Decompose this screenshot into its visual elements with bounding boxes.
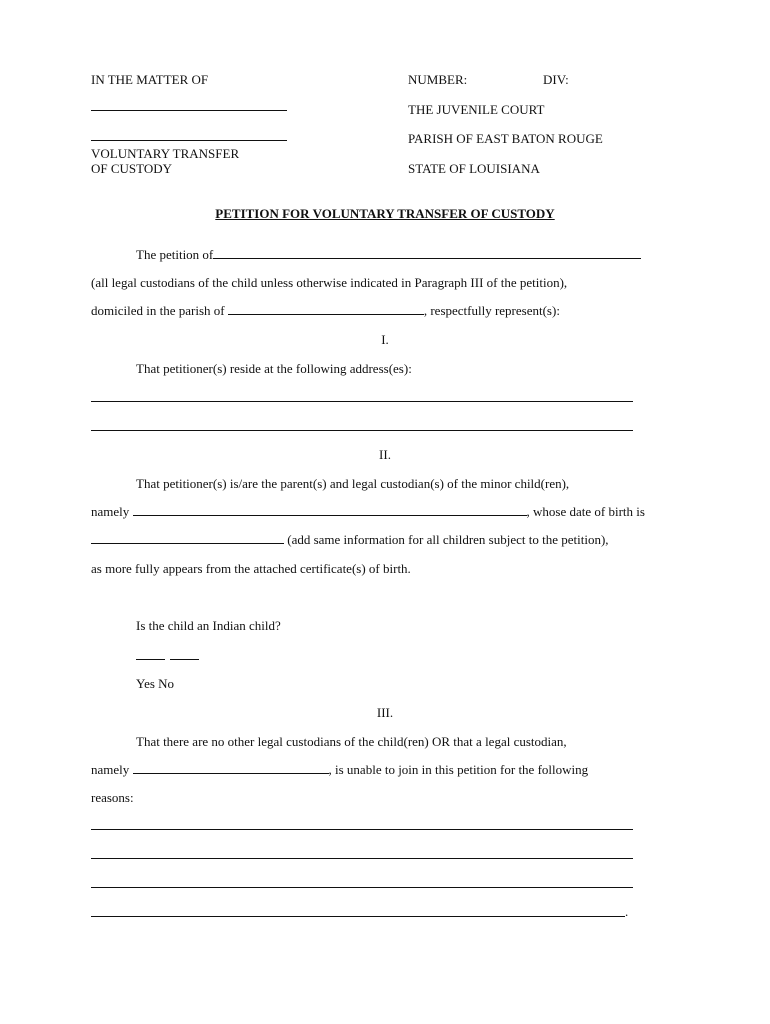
section-3-text: That there are no other legal custodians of the child(ren) OR that a legal custodian, bbox=[136, 734, 567, 749]
section-1-numeral: I. bbox=[381, 332, 389, 347]
matter-name-line-2[interactable] bbox=[91, 140, 287, 141]
parish-label: PARISH OF EAST BATON ROUGE bbox=[408, 131, 603, 146]
court-label: THE JUVENILE COURT bbox=[408, 102, 545, 117]
add-info-text: (add same information for all children subject to the petition), bbox=[287, 532, 609, 547]
page-title: PETITION FOR VOLUNTARY TRANSFER OF CUSTODY bbox=[215, 206, 555, 221]
div-label: DIV: bbox=[543, 72, 569, 87]
namely-label: namely bbox=[91, 504, 130, 519]
state-label: STATE OF LOUISIANA bbox=[408, 161, 540, 176]
address-line-2[interactable] bbox=[91, 430, 633, 431]
absent-custodian-field[interactable] bbox=[133, 762, 329, 774]
child-name-field[interactable] bbox=[133, 504, 527, 516]
number-label: NUMBER: bbox=[408, 72, 468, 87]
petition-of-line bbox=[136, 247, 641, 262]
unable-suffix: , is unable to join in this petition for the following bbox=[328, 762, 589, 777]
certificates-text: as more fully appears from the attached certificate(s) of birth. bbox=[91, 561, 411, 576]
reasons-label: reasons: bbox=[91, 790, 134, 805]
petition-of-label: The petition of bbox=[136, 247, 214, 262]
custodian-name-line bbox=[91, 762, 588, 777]
reasons-line-3[interactable] bbox=[91, 887, 633, 888]
section-2-text: That petitioner(s) is/are the parent(s) and legal custodian(s) of the minor child(ren), bbox=[136, 476, 570, 491]
dob-suffix: , whose date of birth is bbox=[526, 504, 645, 519]
domiciled-line bbox=[91, 303, 560, 318]
child-name-line bbox=[91, 504, 645, 519]
dob-line bbox=[91, 532, 609, 547]
yes-answer-field[interactable] bbox=[136, 659, 165, 660]
petitioner-names-field[interactable] bbox=[213, 247, 641, 259]
address-line-1[interactable] bbox=[91, 401, 633, 402]
no-answer-field[interactable] bbox=[170, 659, 199, 660]
reasons-line-1[interactable] bbox=[91, 829, 633, 830]
date-of-birth-field[interactable] bbox=[91, 532, 284, 544]
namely-label-2: namely bbox=[91, 762, 130, 777]
reasons-line-4[interactable] bbox=[91, 916, 625, 917]
of-custody-label: OF CUSTODY bbox=[91, 161, 173, 176]
matter-name-line-1[interactable] bbox=[91, 110, 287, 111]
yes-no-labels: Yes No bbox=[136, 676, 175, 691]
parish-field[interactable] bbox=[228, 303, 424, 315]
domiciled-prefix: domiciled in the parish of bbox=[91, 303, 225, 318]
reasons-line-2[interactable] bbox=[91, 858, 633, 859]
section-3-numeral: III. bbox=[376, 705, 394, 720]
section-2-numeral: II. bbox=[379, 447, 391, 462]
section-1-text: That petitioner(s) reside at the following address(es): bbox=[136, 361, 412, 376]
indian-child-question: Is the child an Indian child? bbox=[136, 618, 281, 633]
domiciled-suffix: , respectfully represent(s): bbox=[423, 303, 560, 318]
in-the-matter-of-label: IN THE MATTER OF bbox=[91, 72, 209, 87]
custodians-note: (all legal custodians of the child unless otherwise indicated in Paragraph III of the petition), bbox=[91, 275, 568, 290]
voluntary-transfer-label: VOLUNTARY TRANSFER bbox=[91, 146, 240, 161]
reasons-end-period: . bbox=[625, 904, 629, 919]
